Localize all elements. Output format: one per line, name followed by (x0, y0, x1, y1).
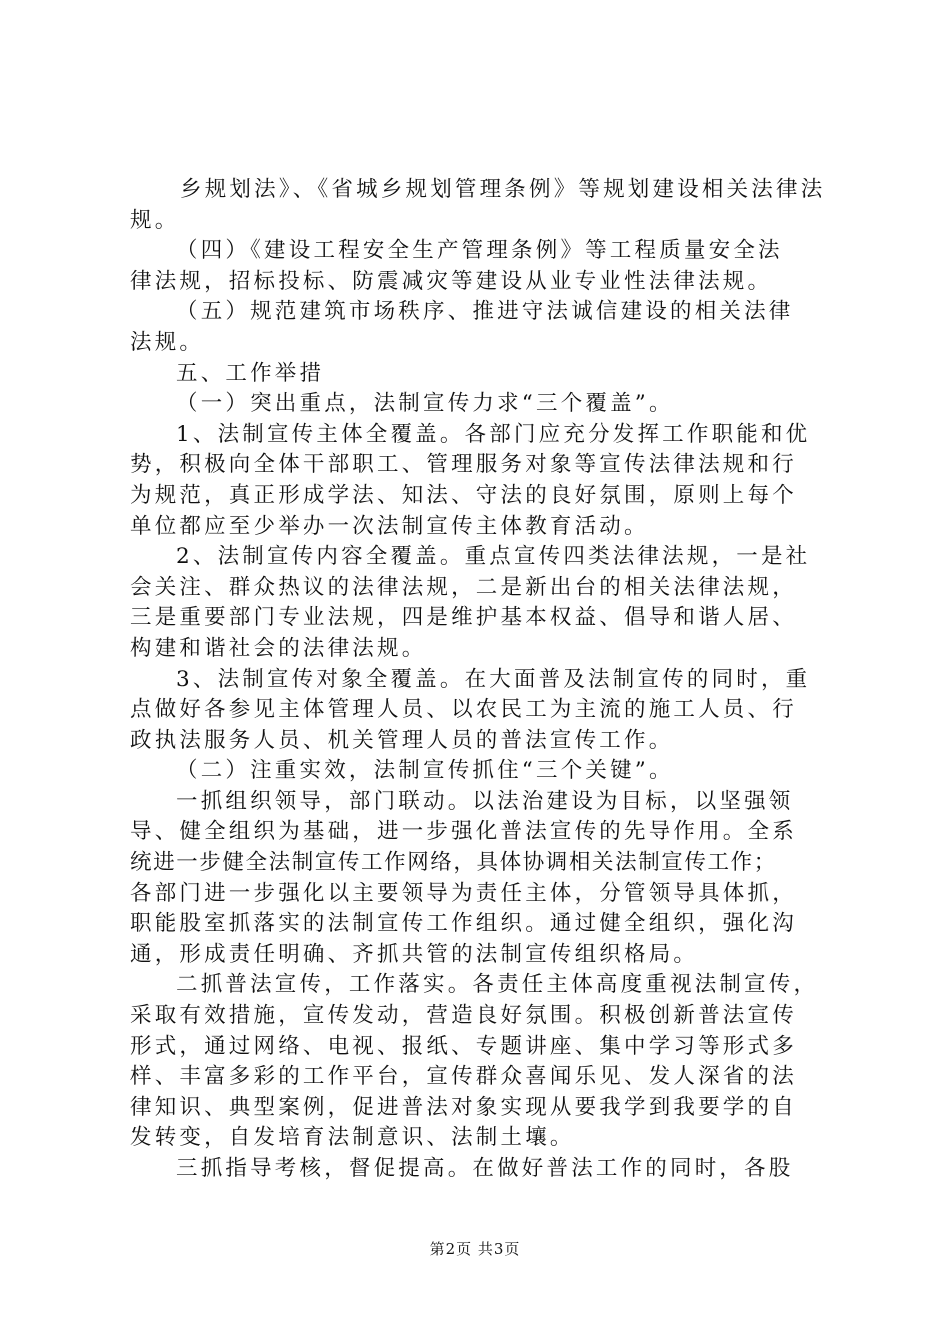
page-number-footer: 第2页 共3页 (429, 1240, 521, 1258)
text-line: 采取有效措施，宣传发动，营造良好氛围。积极创新普法宣传 (130, 1003, 797, 1029)
text-line: （四）《建设工程安全生产管理条例》等工程质量安全法 (176, 238, 783, 264)
text-line: 乡规划法》、《省城乡规划管理条例》等规划建设相关法律法 (180, 177, 826, 202)
text-line: 形式，通过网络、电视、报纸、专题讲座、集中学习等形式多 (130, 1033, 797, 1059)
text-line: 单位都应至少举办一次法制宣传主体教育活动。 (130, 513, 649, 539)
text-line: 规。 (130, 207, 180, 233)
text-line: 各部门进一步强化以主要领导为责任主体，分管领导具体抓， (130, 880, 797, 906)
text-line: 律法规，招标投标、防震减灾等建设从业专业性法律法规。 (130, 268, 773, 294)
text-line: 三抓指导考核，督促提高。在做好普法工作的同时，各股 (176, 1156, 794, 1181)
subsection-heading: （二）注重实效，法制宣传抓住“三个关键”。 (176, 758, 674, 784)
text-line: 发转变，自发培育法制意识、法制土壤。 (130, 1125, 575, 1151)
text-line: 2、法制宣传内容全覆盖。重点宣传四类法律法规，一是社 (176, 544, 811, 570)
section-heading: 五、工作举措 (176, 360, 325, 386)
text-line: 一抓组织领导，部门联动。以法治建设为目标，以坚强领 (176, 788, 794, 814)
text-line: 为规范，真正形成学法、知法、守法的良好氛围，原则上每个 (130, 482, 797, 508)
text-line: 3、法制宣传对象全覆盖。在大面普及法制宣传的同时，重 (176, 666, 811, 692)
text-line: 律知识、典型案例，促进普法对象实现从要我学到我要学的自 (130, 1094, 797, 1120)
text-line: 点做好各参见主体管理人员、以农民工为主流的施工人员、行 (130, 697, 797, 723)
text-line: 二抓普法宣传，工作落实。各责任主体高度重视法制宣传， (176, 972, 819, 998)
text-line: 导、健全组织为基础，进一步强化普法宣传的先导作用。全系 (130, 819, 797, 845)
subsection-heading: （一）突出重点，法制宣传力求“三个覆盖”。 (176, 391, 674, 417)
text-line: 统进一步健全法制宣传工作网络，具体协调相关法制宣传工作； (130, 850, 777, 876)
text-line: 法规。 (130, 329, 205, 355)
text-line: 政执法服务人员、机关管理人员的普法宣传工作。 (130, 727, 674, 753)
text-line: 样、丰富多彩的工作平台，宣传群众喜闻乐见、发人深省的法 (130, 1064, 797, 1090)
text-line: （五）规范建筑市场秩序、推进守法诚信建设的相关法律 (176, 299, 794, 325)
text-line: 职能股室抓落实的法制宣传工作组织。通过健全组织，强化沟 (130, 911, 797, 937)
document-body (130, 175, 836, 1185)
text-line: 三是重要部门专业法规，四是维护基本权益、倡导和谐人居、 (130, 605, 797, 631)
text-line: 势，积极向全体干部职工、管理服务对象等宣传法律法规和行 (130, 452, 797, 478)
text-line: 构建和谐社会的法律法规。 (130, 635, 427, 661)
text-line: 通，形成责任明确、齐抓共管的法制宣传组织格局。 (130, 941, 699, 967)
text-line: 1、法制宣传主体全覆盖。各部门应充分发挥工作职能和优 (176, 421, 811, 447)
text-line: 会关注、群众热议的法律法规，二是新出台的相关法律法规， (130, 574, 797, 600)
